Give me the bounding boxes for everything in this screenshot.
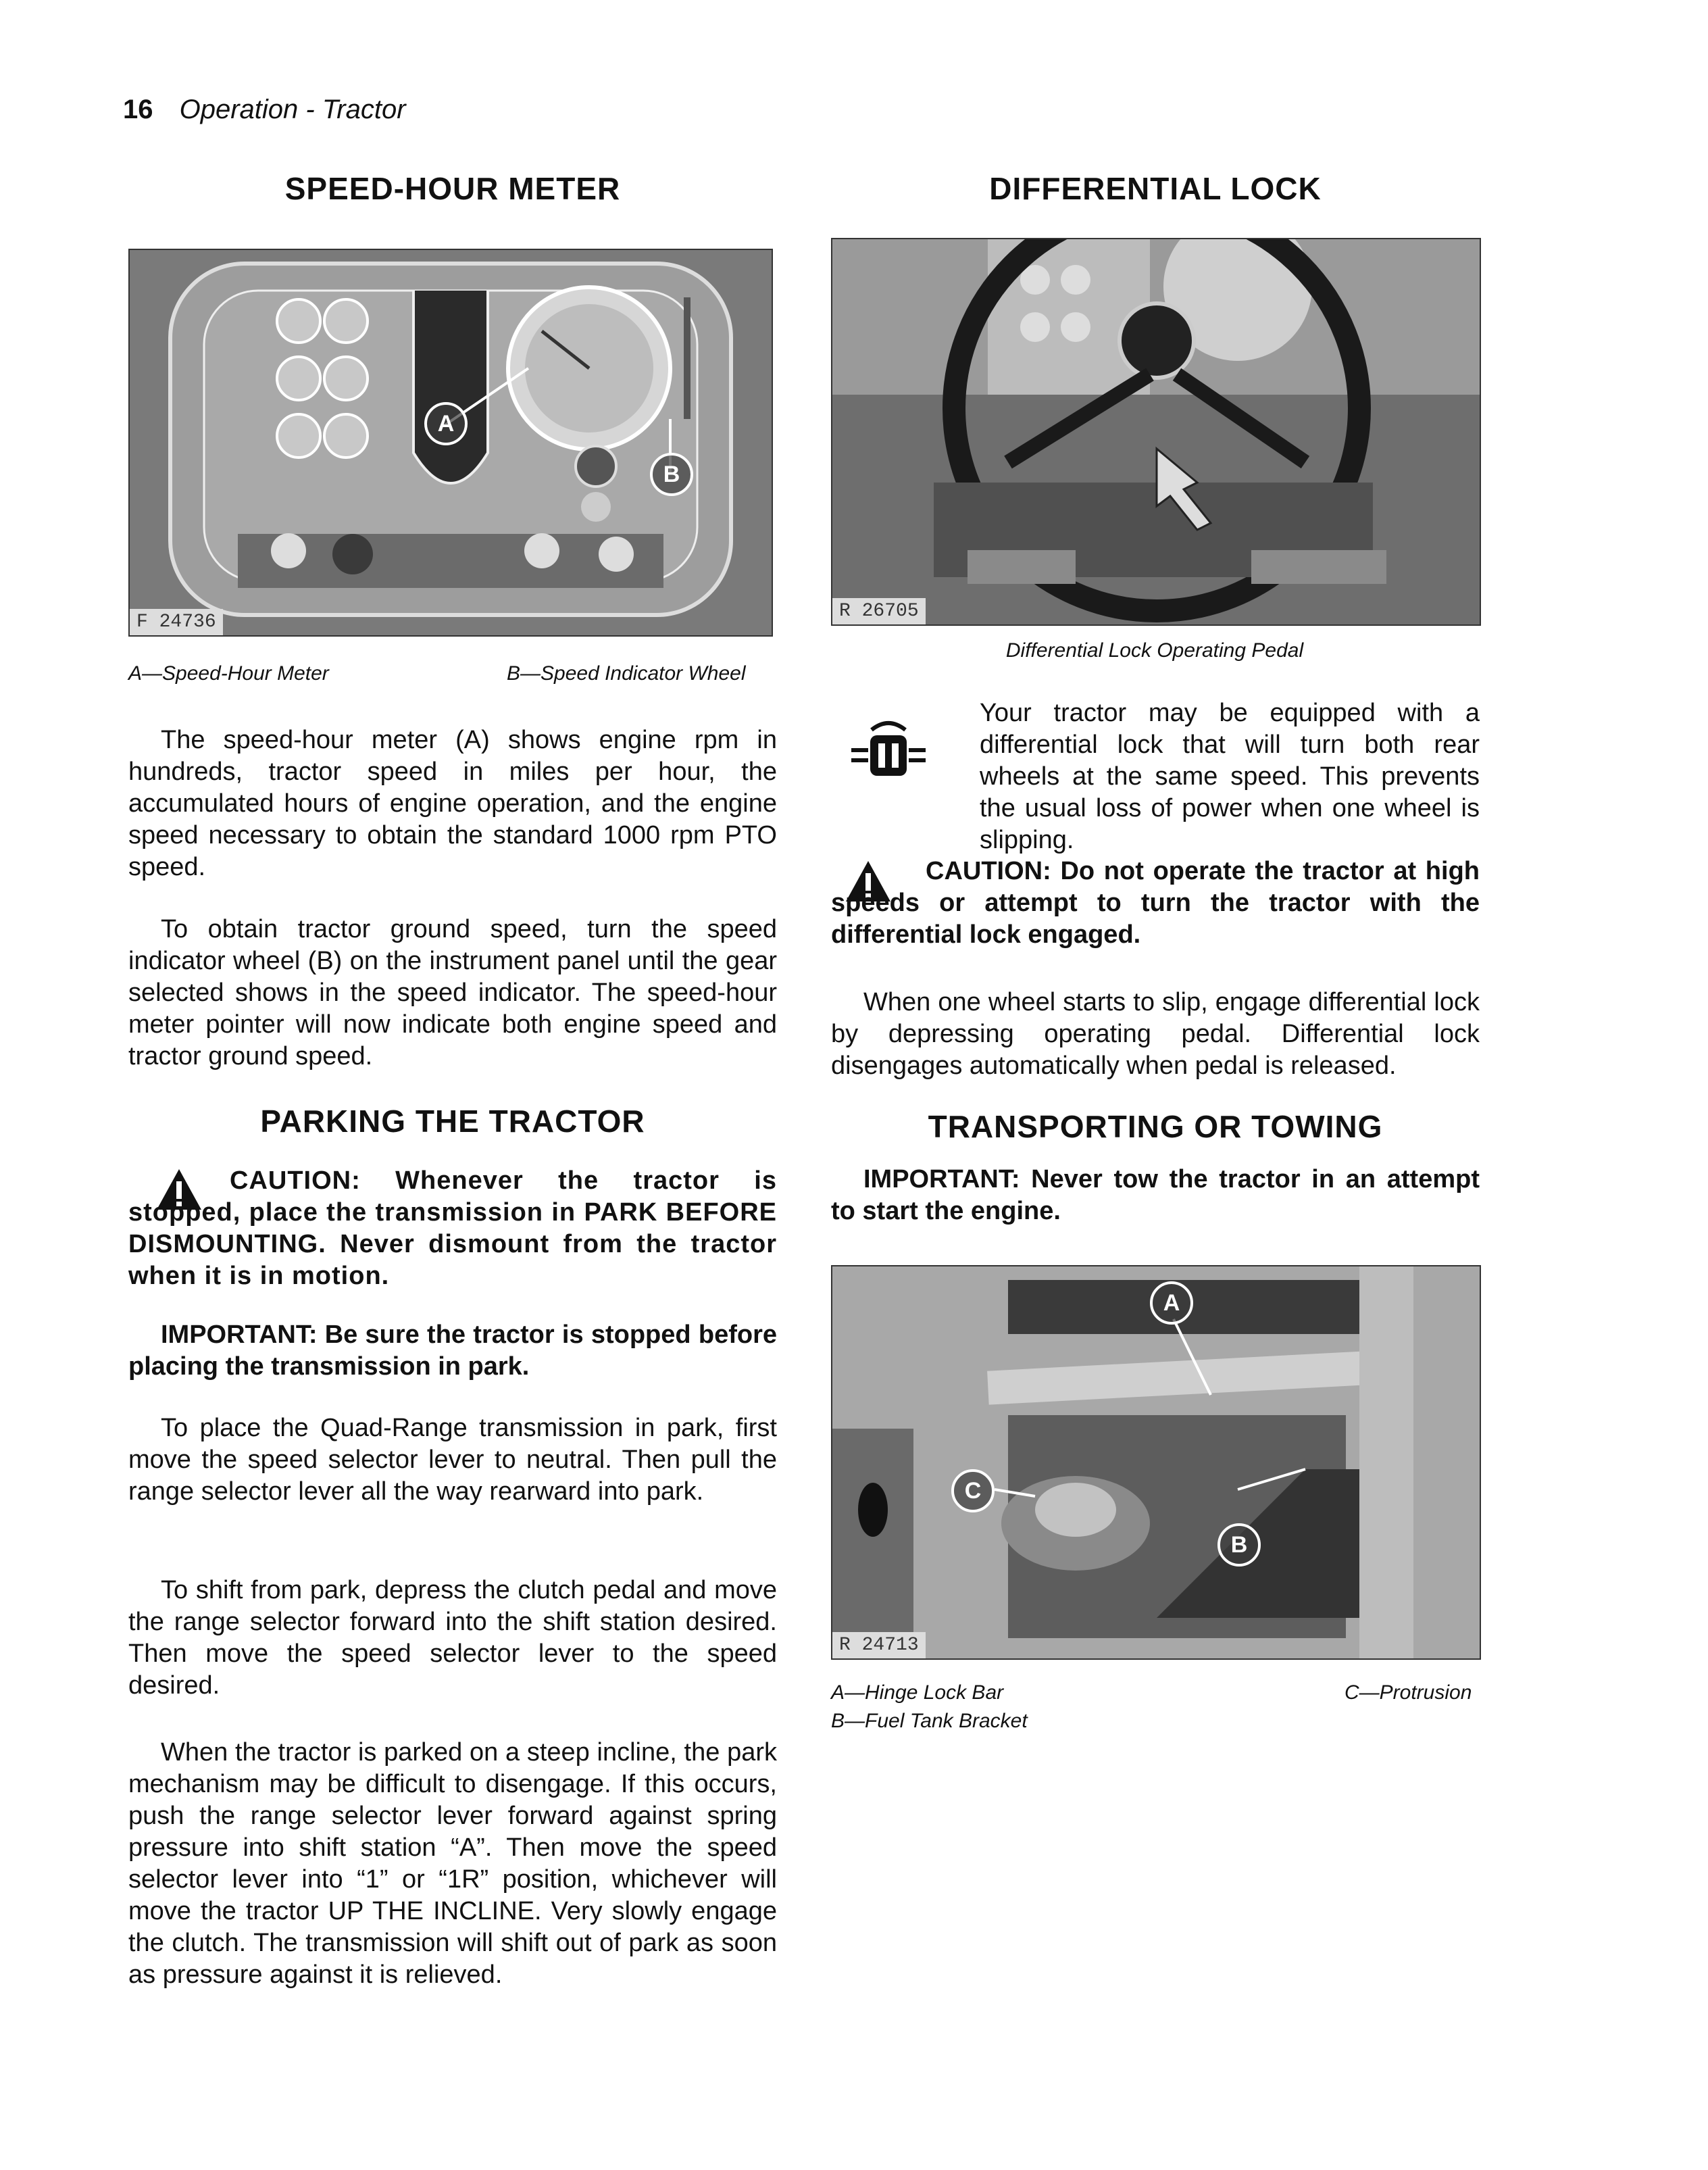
parking-caution: CAUTION: Whenever the tractor is stopped, place the transmission in PARK BEFORE DISMOUNTING. Never dismount from the tractor when it is in motion. bbox=[128, 1166, 777, 1290]
parking-important: IMPORTANT: Be sure the tractor is stopped before placing the transmission in park. bbox=[128, 1321, 777, 1381]
callout-a: A bbox=[1150, 1281, 1193, 1325]
parking-paragraph-1: To place the Quad-Range transmission in park, first move the speed selector lever to neutral. Then pull the range selector lever all the way rearward into park. bbox=[128, 1414, 777, 1506]
fuel-tank-illustration bbox=[832, 1266, 1480, 1658]
callout-b: B bbox=[1217, 1523, 1261, 1567]
photo-code: R 26705 bbox=[832, 598, 926, 624]
photo-code: F 24736 bbox=[130, 609, 223, 635]
caption-protrusion: C—Protrusion bbox=[1345, 1681, 1472, 1704]
speed-hour-photo bbox=[128, 249, 773, 637]
caption-speed-hour-meter: A—Speed-Hour Meter bbox=[128, 662, 329, 685]
page-number: 16 bbox=[123, 95, 153, 124]
diff-lock-paragraph-1: Your tractor may be equipped with a differential lock that will turn both rear wheels at the same speed. This prevents the usual loss of power when one wheel is slipping. bbox=[980, 699, 1480, 854]
caption-hinge-lock-bar: A—Hinge Lock Bar bbox=[831, 1681, 1004, 1704]
speed-hour-paragraph-2: To obtain tractor ground speed, turn the speed indicator wheel (B) on the instrument panel until the gear selected shows in the speed indicator. The speed-hour meter pointer will now indicate both engine speed and tractor ground speed. bbox=[128, 915, 777, 1070]
caption-speed-indicator-wheel: B—Speed Indicator Wheel bbox=[507, 662, 746, 685]
callout-b: B bbox=[650, 453, 693, 496]
diff-lock-heading: DIFFERENTIAL LOCK bbox=[989, 171, 1322, 206]
steering-wheel-illustration bbox=[832, 239, 1480, 624]
speed-hour-heading: SPEED-HOUR METER bbox=[284, 171, 621, 206]
caption-fuel-tank-bracket: B—Fuel Tank Bracket bbox=[831, 1710, 1028, 1732]
transport-heading: TRANSPORTING OR TOWING bbox=[928, 1109, 1383, 1144]
parking-heading: PARKING THE TRACTOR bbox=[260, 1104, 645, 1139]
transport-photo bbox=[831, 1265, 1481, 1660]
section-title: Operation - Tractor bbox=[179, 95, 406, 124]
photo-code: R 24713 bbox=[832, 1632, 926, 1658]
diff-lock-paragraph-2: When one wheel starts to slip, engage differential lock by depressing operating pedal. Differential lock disengages automatically when pedal is released. bbox=[831, 988, 1480, 1080]
diff-lock-photo bbox=[831, 238, 1481, 626]
parking-paragraph-3: When the tractor is parked on a steep incline, the park mechanism may be difficult to disengage. If this occurs, push the range selector lever forward against spring pressure into shift station “A”. Then move the speed selector lever into “1” or “1R” position, whichever will move the tractor UP THE INCLINE. Very slowly engage the clutch. The transmission will shift out of park as soon as pressure against it is relieved. bbox=[128, 1738, 777, 1989]
diff-lock-caption: Differential Lock Operating Pedal bbox=[1005, 639, 1304, 662]
speed-hour-paragraph-1: The speed-hour meter (A) shows engine rpm in hundreds, tractor speed in miles per hour, the accumulated hours of engine operation, and the engine speed necessary to obtain the standard 1000 rpm PTO speed. bbox=[128, 726, 777, 881]
parking-paragraph-2: To shift from park, depress the clutch pedal and move the range selector forward into the shift station desired. Then move the speed selector lever to the speed desired. bbox=[128, 1576, 777, 1700]
differential-lock-icon bbox=[845, 710, 932, 784]
page-header bbox=[123, 95, 406, 125]
callout-c: C bbox=[951, 1469, 995, 1512]
diff-lock-caution: CAUTION: Do not operate the tractor at high speeds or attempt to turn the tractor with the differential lock engaged. bbox=[831, 857, 1480, 949]
transport-important: IMPORTANT: Never tow the tractor in an attempt to start the engine. bbox=[831, 1165, 1480, 1225]
callout-a: A bbox=[424, 402, 468, 445]
